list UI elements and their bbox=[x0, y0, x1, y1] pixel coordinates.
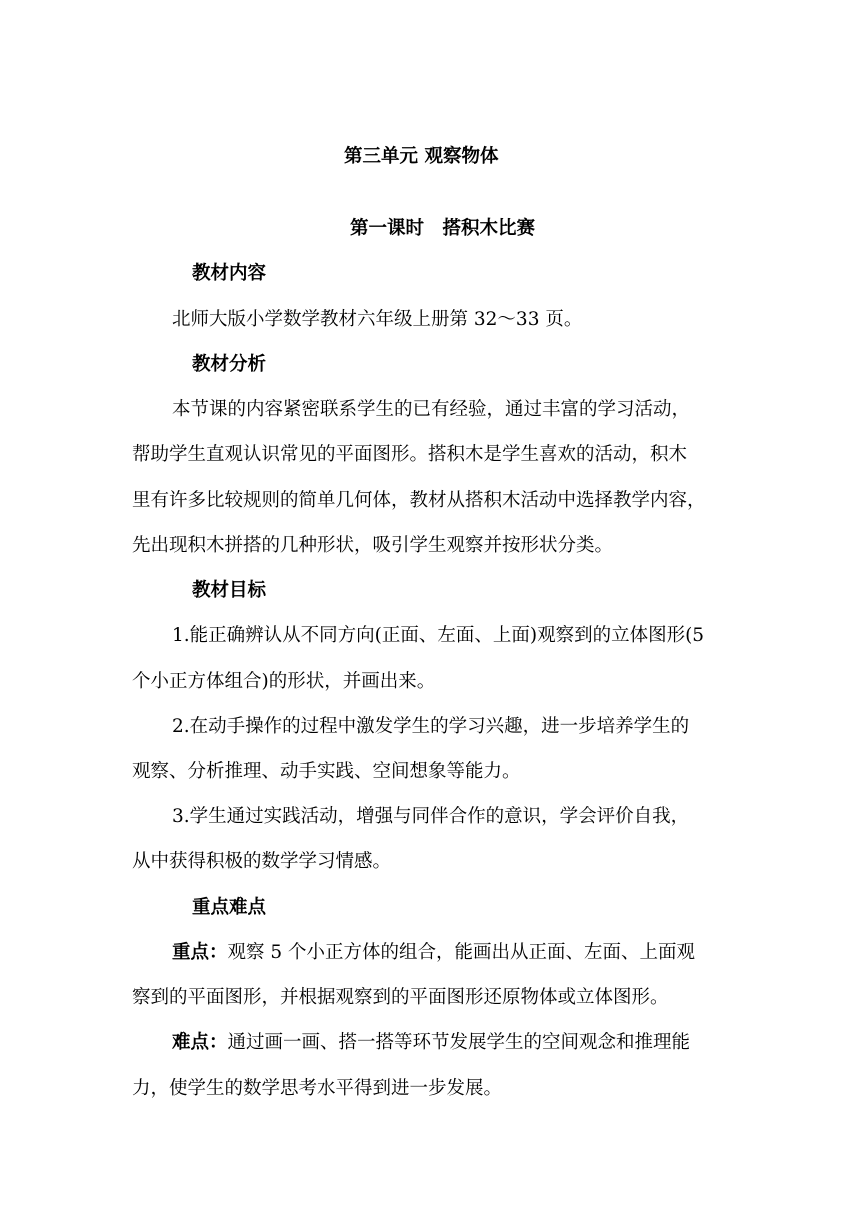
analysis-line-1: 本节课的内容紧密联系学生的已有经验，通过丰富的学习活动， bbox=[172, 399, 691, 420]
content-heading: 教材内容 bbox=[192, 263, 267, 284]
analysis-line-3: 里有许多比较规则的简单几何体，教材从搭积木活动中选择教学内容， bbox=[132, 490, 706, 511]
analysis-line-2: 帮助学生直观认识常见的平面图形。搭积木是学生喜欢的活动，积木 bbox=[132, 444, 688, 465]
key-heading: 重点难点 bbox=[192, 897, 267, 918]
analysis-line-4: 先出现积木拼搭的几种形状，吸引学生观察并按形状分类。 bbox=[132, 535, 614, 556]
goal-line-6: 从中获得积极的数学学习情感。 bbox=[132, 851, 392, 872]
goal-line-5: 3.学生通过实践活动，增强与同伴合作的意识，学会评价自我， bbox=[172, 806, 690, 827]
unit-title: 第三单元 观察物体 bbox=[344, 146, 499, 167]
key-label: 重点： bbox=[172, 942, 228, 963]
goal-line-3: 2.在动手操作的过程中激发学生的学习兴趣，进一步培养学生的 bbox=[172, 716, 690, 737]
goal-line-4: 观察、分析推理、动手实践、空间想象等能力。 bbox=[132, 761, 521, 782]
key-text-2: 察到的平面图形，并根据观察到的平面图形还原物体或立体图形。 bbox=[132, 987, 669, 1008]
analysis-heading: 教材分析 bbox=[192, 354, 267, 375]
content-text: 北师大版小学数学教材六年级上册第 32～33 页。 bbox=[172, 309, 583, 330]
difficulty-text-2: 力，使学生的数学思考水平得到进一步发展。 bbox=[132, 1078, 503, 1099]
key-paragraph-line-1 bbox=[172, 941, 695, 965]
difficulty-text-1: 通过画一画、搭一搭等环节发展学生的空间观念和推理能 bbox=[227, 1032, 691, 1053]
goal-line-2: 个小正方体组合)的形状，并画出来。 bbox=[132, 671, 436, 692]
goals-heading: 教材目标 bbox=[192, 580, 267, 601]
difficulty-paragraph-line-1 bbox=[172, 1031, 690, 1055]
goal-line-1: 1.能正确辨认从不同方向(正面、左面、上面)观察到的立体图形(5 bbox=[172, 625, 705, 646]
key-text-1: 观察 5 个小正方体的组合，能画出从正面、左面、上面观 bbox=[227, 942, 696, 963]
difficulty-label: 难点： bbox=[172, 1032, 228, 1053]
lesson-title: 第一课时 搭积木比赛 bbox=[350, 218, 536, 239]
